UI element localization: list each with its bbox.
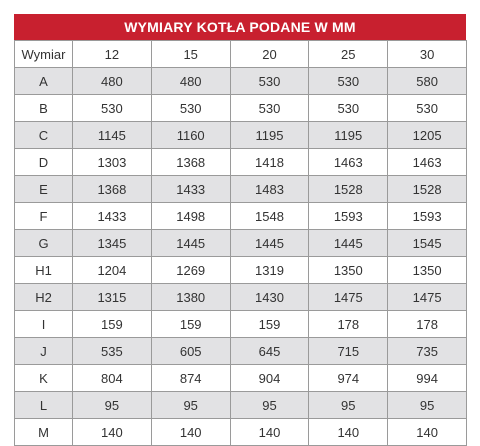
header-cell: 20 <box>230 41 309 68</box>
header-cell: 12 <box>73 41 152 68</box>
value-cell: 140 <box>73 419 152 446</box>
value-cell: 530 <box>230 95 309 122</box>
value-cell: 580 <box>388 68 467 95</box>
value-cell: 904 <box>230 365 309 392</box>
value-cell: 994 <box>388 365 467 392</box>
value-cell: 178 <box>309 311 388 338</box>
row-label-cell: K <box>15 365 73 392</box>
row-label-cell: B <box>15 95 73 122</box>
value-cell: 1463 <box>388 149 467 176</box>
value-cell: 95 <box>388 392 467 419</box>
value-cell: 1303 <box>73 149 152 176</box>
header-cell: 30 <box>388 41 467 68</box>
dimensions-table-container <box>14 14 466 446</box>
table-row <box>15 149 467 176</box>
table-row <box>15 392 467 419</box>
value-cell: 1430 <box>230 284 309 311</box>
row-label-cell: D <box>15 149 73 176</box>
value-cell: 1345 <box>73 230 152 257</box>
value-cell: 1350 <box>388 257 467 284</box>
value-cell: 140 <box>309 419 388 446</box>
header-cell: 15 <box>151 41 230 68</box>
value-cell: 874 <box>151 365 230 392</box>
value-cell: 1315 <box>73 284 152 311</box>
row-label-cell: H1 <box>15 257 73 284</box>
table-row <box>15 284 467 311</box>
value-cell: 1350 <box>309 257 388 284</box>
table-row <box>15 311 467 338</box>
value-cell: 645 <box>230 338 309 365</box>
value-cell: 178 <box>388 311 467 338</box>
value-cell: 140 <box>151 419 230 446</box>
dimensions-table <box>14 40 467 446</box>
value-cell: 95 <box>230 392 309 419</box>
row-label-cell: E <box>15 176 73 203</box>
row-label-cell: F <box>15 203 73 230</box>
value-cell: 1433 <box>73 203 152 230</box>
value-cell: 95 <box>309 392 388 419</box>
value-cell: 1160 <box>151 122 230 149</box>
value-cell: 605 <box>151 338 230 365</box>
value-cell: 95 <box>151 392 230 419</box>
table-row <box>15 230 467 257</box>
value-cell: 1368 <box>73 176 152 203</box>
row-label-cell: I <box>15 311 73 338</box>
value-cell: 535 <box>73 338 152 365</box>
table-row <box>15 95 467 122</box>
value-cell: 1548 <box>230 203 309 230</box>
table-row <box>15 176 467 203</box>
row-label-cell: L <box>15 392 73 419</box>
value-cell: 1269 <box>151 257 230 284</box>
value-cell: 974 <box>309 365 388 392</box>
value-cell: 1433 <box>151 176 230 203</box>
value-cell: 1545 <box>388 230 467 257</box>
value-cell: 159 <box>73 311 152 338</box>
value-cell: 1195 <box>230 122 309 149</box>
value-cell: 530 <box>151 95 230 122</box>
value-cell: 1445 <box>309 230 388 257</box>
value-cell: 1445 <box>151 230 230 257</box>
value-cell: 804 <box>73 365 152 392</box>
value-cell: 140 <box>230 419 309 446</box>
value-cell: 1418 <box>230 149 309 176</box>
value-cell: 159 <box>151 311 230 338</box>
value-cell: 1593 <box>388 203 467 230</box>
row-label-cell: M <box>15 419 73 446</box>
value-cell: 715 <box>309 338 388 365</box>
value-cell: 480 <box>151 68 230 95</box>
header-cell: Wymiar <box>15 41 73 68</box>
value-cell: 1593 <box>309 203 388 230</box>
value-cell: 735 <box>388 338 467 365</box>
value-cell: 1380 <box>151 284 230 311</box>
row-label-cell: J <box>15 338 73 365</box>
value-cell: 530 <box>309 68 388 95</box>
value-cell: 1498 <box>151 203 230 230</box>
header-row <box>15 41 467 68</box>
value-cell: 1445 <box>230 230 309 257</box>
row-label-cell: C <box>15 122 73 149</box>
value-cell: 1528 <box>388 176 467 203</box>
table-row <box>15 257 467 284</box>
value-cell: 1475 <box>309 284 388 311</box>
value-cell: 530 <box>388 95 467 122</box>
value-cell: 1463 <box>309 149 388 176</box>
value-cell: 1368 <box>151 149 230 176</box>
value-cell: 530 <box>230 68 309 95</box>
value-cell: 1195 <box>309 122 388 149</box>
table-row <box>15 122 467 149</box>
value-cell: 1483 <box>230 176 309 203</box>
table-row <box>15 338 467 365</box>
value-cell: 140 <box>388 419 467 446</box>
value-cell: 1475 <box>388 284 467 311</box>
table-title: WYMIARY KOTŁA PODANE W MM <box>14 14 466 40</box>
value-cell: 1319 <box>230 257 309 284</box>
value-cell: 530 <box>73 95 152 122</box>
row-label-cell: G <box>15 230 73 257</box>
table-row <box>15 68 467 95</box>
value-cell: 1528 <box>309 176 388 203</box>
value-cell: 1145 <box>73 122 152 149</box>
value-cell: 95 <box>73 392 152 419</box>
value-cell: 530 <box>309 95 388 122</box>
value-cell: 1205 <box>388 122 467 149</box>
table-body <box>15 68 467 446</box>
table-row <box>15 365 467 392</box>
table-row <box>15 203 467 230</box>
table-row <box>15 419 467 446</box>
value-cell: 1204 <box>73 257 152 284</box>
header-cell: 25 <box>309 41 388 68</box>
row-label-cell: H2 <box>15 284 73 311</box>
value-cell: 480 <box>73 68 152 95</box>
value-cell: 159 <box>230 311 309 338</box>
row-label-cell: A <box>15 68 73 95</box>
